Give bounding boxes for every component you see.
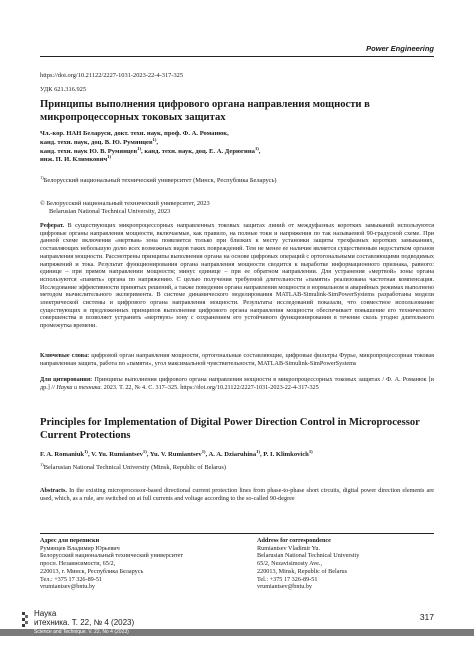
affiliation-text: Белорусский национальный технический университет (Минск, Республика Беларусь) xyxy=(43,177,277,184)
author-text: Чл.-кор. НАН Беларуси, докт. техн. наук, проф. Ф. А. Романюк, xyxy=(40,130,229,137)
correspondence-line: Белорусский национальный технический университет xyxy=(40,552,184,560)
affil-sup: 1) xyxy=(40,174,44,180)
ru-keywords xyxy=(40,352,434,367)
correspondence-ru xyxy=(40,537,230,591)
affil-sup: 1) xyxy=(84,448,88,454)
affil-sup: 1) xyxy=(256,448,260,454)
cite-tail[interactable]: 2023. Т. 22, № 4. С. 317–325. https://doi.org/10.21122/2227-1031-2023-22-4-317-325 xyxy=(103,383,319,391)
ru-abstract xyxy=(40,222,434,330)
author-text: , Yu. V. Rumiantsev xyxy=(146,451,202,458)
author-text: канд. техн. наук, доц. В. Ю. Румянцев xyxy=(40,138,153,146)
cite-text: Принципы выполнения цифрового органа направления мощности в микропроцессорных токовых защитах / Ф. А. Романюк [и др.] // xyxy=(40,376,434,391)
en-affiliation xyxy=(40,461,434,472)
correspondence-line: Rumiantsev Vladimir Yu. xyxy=(257,544,321,552)
udk-code: УДК 621.316.925 xyxy=(40,86,87,93)
correspondence-rule xyxy=(40,533,434,534)
abstract-text: In the existing microprocessor-based directional current protection lines from phase-to-phase short circuits, digital power direction elements are used, which, as a rule, are switched on at full currents and voltage according to the so-called 90-degree xyxy=(40,487,434,502)
cite-journal: Наука и техника. xyxy=(56,383,103,391)
header-rule xyxy=(40,56,434,57)
ru-citation xyxy=(40,376,434,391)
en-title: Principles for Implementation of Digital Power Direction Control in Microprocessor Current Protections xyxy=(40,417,420,441)
correspondence-line: 220013, г. Минск, Республика Беларусь xyxy=(40,567,144,575)
correspondence-line: 220013, Minsk, Republic of Belarus xyxy=(257,567,348,575)
cite-label: Для цитирования: xyxy=(40,376,93,383)
correspondence-en xyxy=(257,537,447,591)
correspondence-line: Тел.: +375 17 326-89-51 xyxy=(40,575,103,583)
en-abstract xyxy=(40,487,434,502)
abstract-label: Реферат. xyxy=(40,222,65,229)
ru-affiliation xyxy=(40,174,434,185)
affil-sup: 1) xyxy=(152,136,157,142)
journal-name-line2: итехника. Т. 22, № 4 (2023) xyxy=(34,617,135,627)
abstract-text: В существующих микропроцессорных направленных токовых защитах линий от междуфазных коротких замыканий используются цифровые органы направления мощности, включаемые, как правило, на полные токи и напряжения по так называемой 90-градусной схеме. При данной схеме включения «мертвая» зона появляется только при близких к месту установки защиты трехфазных коротких замыканиях, составляющих небольшую долю всех возможных видов таких повреждений. Тем не менее ее наличие является существенным недостатком органов направления мощности. Рассмотрены принципы выполнения органа на основе цифровых операций с ортогональными составляющими подводимых напряжений и тока. Результат функционирования органа направления мощности сводится к выработке информационного признака, равного: единице – при прямом направлении мощности; минус единице – при ее обратном направлении. Для устранения «мертвой» зоны органа используются «память» органа по напряжению. С целью получения требуемой длительности «памяти» реализована частотная компенсация. Исследование эффективности принятых решений, а также поведения органа направления мощности в нормальном и аварийных режимах выполнено методом вычислительного эксперимента. В системе динамического моделирования MATLAB-Simulink-SimPowerSystems разработаны модели электрической системы и цифрового органа направления мощности. Результаты исследований показали, что совместное использование существующих и предложенных принципов выполнения цифрового органа направления мощности обеспечивает повышение его технического совершенства и позволяет устранить «мертвую» зону с сохранением его устойчивого функционирования в течение сколь угодно длительного промежутка времени. xyxy=(40,222,434,330)
en-authors xyxy=(40,448,434,458)
ru-authors xyxy=(40,130,434,165)
correspondence-email[interactable]: vrumiantsev@bntu.by xyxy=(40,583,96,591)
author-text: F. A. Romaniuk xyxy=(40,451,85,458)
ru-authors-line: канд. техн. наук, доц. В. Ю. Румянцев$^{1)}$, xyxy=(40,136,159,146)
ru-title: Принципы выполнения цифрового органа направления мощности в микропроцессорных токовых защитах xyxy=(40,99,370,123)
copyright-ru: © Белорусский национальный технический университет, 2023 xyxy=(40,200,210,207)
affil-sup: 1) xyxy=(40,461,44,467)
correspondence-heading: Address for correspondence xyxy=(257,537,331,544)
page-number: 317 xyxy=(419,612,434,622)
affil-sup: 1) xyxy=(142,448,147,454)
ru-authors-line xyxy=(40,156,434,165)
correspondence-heading: Адрес для переписки xyxy=(40,537,100,544)
keywords-text: цифровой орган направления мощности, ортогональные составляющие, цифровые фильтры Фурье, микропроцессорная токовая направленная защита, работа по «памяти», угол максимальной чувствительности, MATLAB-Simulink-SimPowerSystems xyxy=(40,352,435,367)
copyright xyxy=(40,200,434,216)
footer-strip-text: Science and Technique. V. 22, No 4 (2023) xyxy=(34,629,129,635)
affil-sup: 1) xyxy=(137,145,142,151)
affil-sup: 1) xyxy=(254,145,259,151)
section-label: Power Engineering xyxy=(366,44,434,53)
author-text: , P. I. Klimkovich xyxy=(259,451,309,458)
correspondence-line: Belarusian National Technical University xyxy=(257,552,360,560)
keywords-label: Ключевые слова: xyxy=(40,352,90,359)
correspondence-line: Румянцев Владимир Юрьевич xyxy=(40,544,120,552)
correspondence-email[interactable]: vrumiantsev@bntu.by xyxy=(257,583,313,591)
author-text: , xyxy=(258,147,261,155)
doi-link[interactable]: https://doi.org/10.21122/2227-1031-2023-22-4-317-325 xyxy=(40,72,184,79)
affil-sup: 1) xyxy=(107,154,112,160)
abstract-label: Abstracts. xyxy=(40,487,67,494)
copyright-en: Belarusian National Technical University, 2023 xyxy=(49,208,171,215)
affil-sup: 1) xyxy=(201,448,206,454)
journal-name-line1: Наука xyxy=(34,609,57,618)
author-text: канд. техн. наук Ю. В. Румянцев xyxy=(40,147,138,155)
author-text: , A. A. Dziaruhina xyxy=(205,451,257,458)
correspondence-line: Tel.: +375 17 326-89-51 xyxy=(257,575,318,583)
correspondence-line: просп. Независимости, 65/2, xyxy=(40,560,116,568)
journal-name xyxy=(34,610,134,627)
affil-sup: 1) xyxy=(308,448,313,454)
affiliation-text: Belarusian National Technical University (Minsk, Republic of Belarus) xyxy=(43,464,226,471)
author-text: , V. Yu. Rumiantsev xyxy=(87,451,143,458)
ru-authors-line xyxy=(40,130,434,139)
correspondence-line: 65/2, Nezavisimosty Ave., xyxy=(257,560,323,568)
author-text: инж. П. И. Климкович xyxy=(40,156,108,164)
author-text: , канд. техн. наук, доц. Е. А. Дерюгина xyxy=(141,147,255,155)
